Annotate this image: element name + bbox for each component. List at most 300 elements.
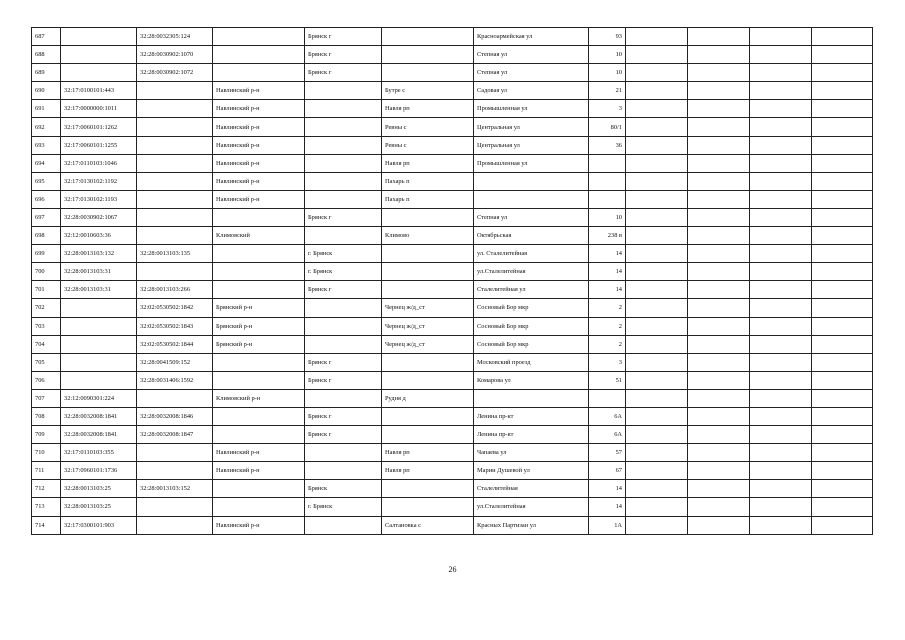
cadastral-number-cell: 32:17:0130102:1193	[61, 190, 137, 208]
city-cell	[305, 118, 382, 136]
empty-cell	[812, 154, 873, 172]
cadastral-number-cell: 32:17:0130102:1192	[61, 172, 137, 190]
table-row	[32, 317, 873, 335]
empty-cell	[750, 299, 812, 317]
street-cell	[474, 389, 589, 407]
street-cell: Марии Душевой ул	[474, 462, 589, 480]
empty-cell	[750, 190, 812, 208]
district-cell: Навлинский р-н	[213, 516, 305, 534]
row-number-cell: 701	[32, 281, 61, 299]
district-cell	[213, 426, 305, 444]
empty-cell	[812, 353, 873, 371]
empty-cell	[626, 426, 688, 444]
locality-cell: Навля рп	[382, 154, 474, 172]
house-number-cell: 93	[589, 28, 626, 46]
district-cell: Навлинский р-н	[213, 100, 305, 118]
empty-cell	[750, 136, 812, 154]
cadastral-number-cell	[61, 353, 137, 371]
table-row	[32, 190, 873, 208]
empty-cell	[812, 227, 873, 245]
district-cell: Климовский р-н	[213, 389, 305, 407]
street-cell: Ленина пр-кт	[474, 407, 589, 425]
empty-cell	[626, 353, 688, 371]
table-row	[32, 480, 873, 498]
empty-cell	[812, 100, 873, 118]
house-number-cell	[589, 389, 626, 407]
empty-cell	[626, 263, 688, 281]
row-number-cell: 694	[32, 154, 61, 172]
empty-cell	[750, 462, 812, 480]
empty-cell	[626, 172, 688, 190]
empty-cell	[750, 28, 812, 46]
empty-cell	[626, 498, 688, 516]
empty-cell	[626, 208, 688, 226]
empty-cell	[750, 407, 812, 425]
empty-cell	[750, 245, 812, 263]
empty-cell	[812, 462, 873, 480]
empty-cell	[750, 389, 812, 407]
cadastral-number-cell: 32:28:0013103:31	[61, 263, 137, 281]
house-number-cell: 1А	[589, 516, 626, 534]
empty-cell	[688, 263, 750, 281]
city-cell	[305, 299, 382, 317]
district-cell	[213, 281, 305, 299]
cadastral-number-cell	[61, 64, 137, 82]
house-number-cell: 14	[589, 263, 626, 281]
empty-cell	[688, 317, 750, 335]
district-cell: Навлинский р-н	[213, 154, 305, 172]
empty-cell	[750, 317, 812, 335]
locality-cell: Климово	[382, 227, 474, 245]
locality-cell	[382, 46, 474, 64]
cadastral-number-cell	[61, 299, 137, 317]
table-row	[32, 335, 873, 353]
row-number-cell: 709	[32, 426, 61, 444]
city-cell: г. Брянск	[305, 498, 382, 516]
cadastral-number-2-cell	[137, 100, 213, 118]
city-cell	[305, 227, 382, 245]
cadastral-number-2-cell	[137, 263, 213, 281]
cadastral-number-2-cell: 32:28:0013103:135	[137, 245, 213, 263]
empty-cell	[812, 172, 873, 190]
street-cell	[474, 172, 589, 190]
cadastral-number-cell	[61, 46, 137, 64]
cadastral-number-cell: 32:12:0010603:36	[61, 227, 137, 245]
empty-cell	[812, 245, 873, 263]
district-cell	[213, 208, 305, 226]
empty-cell	[750, 353, 812, 371]
table-row	[32, 407, 873, 425]
empty-cell	[626, 245, 688, 263]
table-row	[32, 426, 873, 444]
table-row	[32, 353, 873, 371]
empty-cell	[812, 136, 873, 154]
row-number-cell: 706	[32, 371, 61, 389]
table-row	[32, 462, 873, 480]
empty-cell	[626, 335, 688, 353]
district-cell	[213, 498, 305, 516]
cadastral-number-2-cell	[137, 498, 213, 516]
house-number-cell: 67	[589, 462, 626, 480]
empty-cell	[750, 516, 812, 534]
house-number-cell: 14	[589, 498, 626, 516]
empty-cell	[688, 426, 750, 444]
house-number-cell: 6А	[589, 426, 626, 444]
city-cell	[305, 444, 382, 462]
table-row	[32, 208, 873, 226]
locality-cell	[382, 353, 474, 371]
city-cell: Брянск г	[305, 281, 382, 299]
cadastral-number-cell: 32:17:0060101:1255	[61, 136, 137, 154]
district-cell	[213, 480, 305, 498]
street-cell: ул. Сталелитейная	[474, 245, 589, 263]
cadastral-number-2-cell	[137, 136, 213, 154]
row-number-cell: 699	[32, 245, 61, 263]
empty-cell	[626, 299, 688, 317]
row-number-cell: 697	[32, 208, 61, 226]
cadastral-number-cell: 32:17:0960101:1736	[61, 462, 137, 480]
empty-cell	[750, 335, 812, 353]
district-cell: Навлинский р-н	[213, 118, 305, 136]
empty-cell	[812, 208, 873, 226]
city-cell	[305, 389, 382, 407]
empty-cell	[626, 46, 688, 64]
locality-cell	[382, 407, 474, 425]
house-number-cell: 57	[589, 444, 626, 462]
empty-cell	[750, 154, 812, 172]
cadastral-number-2-cell	[137, 462, 213, 480]
empty-cell	[688, 389, 750, 407]
city-cell	[305, 172, 382, 190]
empty-cell	[688, 335, 750, 353]
locality-cell: Рудня д	[382, 389, 474, 407]
city-cell: Брянск г	[305, 208, 382, 226]
empty-cell	[750, 371, 812, 389]
empty-cell	[812, 118, 873, 136]
house-number-cell: 10	[589, 46, 626, 64]
table-row	[32, 100, 873, 118]
empty-cell	[626, 154, 688, 172]
row-number-cell: 700	[32, 263, 61, 281]
locality-cell	[382, 28, 474, 46]
cadastral-number-2-cell	[137, 82, 213, 100]
house-number-cell: 238 в	[589, 227, 626, 245]
empty-cell	[750, 100, 812, 118]
locality-cell	[382, 426, 474, 444]
empty-cell	[688, 172, 750, 190]
empty-cell	[626, 462, 688, 480]
row-number-cell: 696	[32, 190, 61, 208]
row-number-cell: 688	[32, 46, 61, 64]
district-cell	[213, 353, 305, 371]
district-cell: Навлинский р-н	[213, 136, 305, 154]
empty-cell	[688, 28, 750, 46]
empty-cell	[688, 299, 750, 317]
street-cell: Октябрьская	[474, 227, 589, 245]
district-cell: Брянский р-н	[213, 299, 305, 317]
house-number-cell: 2	[589, 335, 626, 353]
street-cell: Красных Партизан ул	[474, 516, 589, 534]
empty-cell	[750, 172, 812, 190]
locality-cell	[382, 281, 474, 299]
empty-cell	[812, 281, 873, 299]
registry-table-body	[32, 28, 873, 535]
table-row	[32, 28, 873, 46]
city-cell: Брянск г	[305, 371, 382, 389]
cadastral-number-2-cell: 32:02:0530502:1843	[137, 317, 213, 335]
empty-cell	[626, 82, 688, 100]
empty-cell	[626, 136, 688, 154]
locality-cell: Салтановка с	[382, 516, 474, 534]
city-cell: Брянск	[305, 480, 382, 498]
cadastral-number-cell: 32:28:0013103:31	[61, 281, 137, 299]
locality-cell: Пахарь п	[382, 190, 474, 208]
locality-cell: Навля рп	[382, 462, 474, 480]
street-cell: Чапаева ул	[474, 444, 589, 462]
locality-cell: Ревны с	[382, 136, 474, 154]
street-cell: Сосновый Бор мкр	[474, 299, 589, 317]
empty-cell	[626, 371, 688, 389]
cadastral-number-2-cell: 32:28:0031406:1592	[137, 371, 213, 389]
cadastral-number-2-cell	[137, 154, 213, 172]
street-cell: Центральная ул	[474, 136, 589, 154]
locality-cell: Чернец ж/д_ст	[382, 299, 474, 317]
empty-cell	[688, 154, 750, 172]
empty-cell	[812, 28, 873, 46]
empty-cell	[812, 64, 873, 82]
cadastral-number-2-cell: 32:28:0032008:1847	[137, 426, 213, 444]
locality-cell	[382, 263, 474, 281]
city-cell	[305, 154, 382, 172]
locality-cell: Бутре с	[382, 82, 474, 100]
cadastral-number-cell: 32:17:0060101:1262	[61, 118, 137, 136]
street-cell: ул.Сталелитейная	[474, 498, 589, 516]
locality-cell: Чернец ж/д_ст	[382, 335, 474, 353]
district-cell: Брянский р-н	[213, 335, 305, 353]
city-cell	[305, 100, 382, 118]
empty-cell	[688, 136, 750, 154]
empty-cell	[750, 82, 812, 100]
district-cell: Навлинский р-н	[213, 82, 305, 100]
empty-cell	[812, 371, 873, 389]
city-cell	[305, 516, 382, 534]
empty-cell	[626, 64, 688, 82]
locality-cell: Навля рп	[382, 100, 474, 118]
empty-cell	[688, 444, 750, 462]
empty-cell	[812, 407, 873, 425]
street-cell: Сталелитейная	[474, 480, 589, 498]
district-cell: Навлинский р-н	[213, 462, 305, 480]
house-number-cell: 21	[589, 82, 626, 100]
locality-cell: Навля рп	[382, 444, 474, 462]
row-number-cell: 713	[32, 498, 61, 516]
street-cell: Ленина пр-кт	[474, 426, 589, 444]
city-cell: г. Брянск	[305, 245, 382, 263]
house-number-cell: 14	[589, 480, 626, 498]
street-cell: Степная ул	[474, 64, 589, 82]
empty-cell	[750, 444, 812, 462]
cadastral-number-2-cell: 32:28:0030902:1070	[137, 46, 213, 64]
cadastral-number-cell: 32:28:0013103:132	[61, 245, 137, 263]
house-number-cell: 51	[589, 371, 626, 389]
cadastral-number-cell: 32:28:0013103:25	[61, 498, 137, 516]
cadastral-number-2-cell	[137, 227, 213, 245]
empty-cell	[626, 389, 688, 407]
street-cell: Сталелитейная ул	[474, 281, 589, 299]
empty-cell	[812, 263, 873, 281]
empty-cell	[750, 498, 812, 516]
city-cell	[305, 335, 382, 353]
table-row	[32, 64, 873, 82]
empty-cell	[626, 28, 688, 46]
cadastral-number-cell	[61, 28, 137, 46]
locality-cell	[382, 371, 474, 389]
street-cell: Сосновый Бор мкр	[474, 335, 589, 353]
empty-cell	[626, 227, 688, 245]
table-row	[32, 263, 873, 281]
city-cell: Брянск г	[305, 64, 382, 82]
cadastral-number-2-cell	[137, 389, 213, 407]
city-cell	[305, 317, 382, 335]
empty-cell	[688, 190, 750, 208]
cadastral-number-2-cell: 32:02:0530502:1842	[137, 299, 213, 317]
row-number-cell: 712	[32, 480, 61, 498]
empty-cell	[688, 46, 750, 64]
cadastral-number-2-cell: 32:28:0032008:1846	[137, 407, 213, 425]
city-cell: г. Брянск	[305, 263, 382, 281]
cadastral-number-cell	[61, 371, 137, 389]
city-cell	[305, 190, 382, 208]
table-row	[32, 172, 873, 190]
locality-cell: Пахарь п	[382, 172, 474, 190]
cadastral-number-2-cell: 32:28:0032305:124	[137, 28, 213, 46]
cadastral-number-cell: 32:17:0000000:1011	[61, 100, 137, 118]
house-number-cell: 6А	[589, 407, 626, 425]
table-row	[32, 444, 873, 462]
city-cell: Брянск г	[305, 426, 382, 444]
cadastral-number-cell	[61, 317, 137, 335]
table-row	[32, 281, 873, 299]
city-cell	[305, 82, 382, 100]
table-row	[32, 154, 873, 172]
district-cell: Брянский р-н	[213, 317, 305, 335]
cadastral-number-cell: 32:12:0090301:224	[61, 389, 137, 407]
empty-cell	[688, 353, 750, 371]
district-cell: Навлинский р-н	[213, 172, 305, 190]
locality-cell	[382, 245, 474, 263]
cadastral-number-2-cell	[137, 118, 213, 136]
empty-cell	[750, 46, 812, 64]
house-number-cell: 10	[589, 208, 626, 226]
empty-cell	[812, 190, 873, 208]
district-cell	[213, 407, 305, 425]
city-cell: Брянск г	[305, 407, 382, 425]
empty-cell	[626, 281, 688, 299]
cadastral-number-cell: 32:28:0013103:25	[61, 480, 137, 498]
empty-cell	[812, 516, 873, 534]
city-cell	[305, 462, 382, 480]
street-cell: Степная ул	[474, 208, 589, 226]
house-number-cell: 14	[589, 281, 626, 299]
cadastral-number-cell: 32:28:0032008:1841	[61, 407, 137, 425]
empty-cell	[626, 516, 688, 534]
city-cell: Брянск г	[305, 46, 382, 64]
district-cell	[213, 245, 305, 263]
district-cell	[213, 64, 305, 82]
cadastral-number-cell: 32:17:0100101:443	[61, 82, 137, 100]
row-number-cell: 714	[32, 516, 61, 534]
registry-table	[31, 27, 873, 535]
table-row	[32, 82, 873, 100]
table-row	[32, 118, 873, 136]
cadastral-number-2-cell: 32:02:0530502:1844	[137, 335, 213, 353]
street-cell: Красноармейская ул	[474, 28, 589, 46]
table-row	[32, 516, 873, 534]
empty-cell	[688, 227, 750, 245]
district-cell: Климовский	[213, 227, 305, 245]
empty-cell	[812, 299, 873, 317]
street-cell: Сосновый Бор мкр	[474, 317, 589, 335]
row-number-cell: 689	[32, 64, 61, 82]
cadastral-number-2-cell	[137, 516, 213, 534]
cadastral-number-2-cell: 32:28:0030902:1072	[137, 64, 213, 82]
cadastral-number-2-cell: 32:28:0013103:266	[137, 281, 213, 299]
house-number-cell	[589, 190, 626, 208]
empty-cell	[688, 371, 750, 389]
row-number-cell: 695	[32, 172, 61, 190]
cadastral-number-cell: 32:17:0110103:355	[61, 444, 137, 462]
table-row	[32, 498, 873, 516]
row-number-cell: 710	[32, 444, 61, 462]
street-cell: Промышленная ул	[474, 100, 589, 118]
district-cell	[213, 263, 305, 281]
empty-cell	[688, 498, 750, 516]
empty-cell	[688, 208, 750, 226]
locality-cell: Ревны с	[382, 118, 474, 136]
house-number-cell: 2	[589, 317, 626, 335]
empty-cell	[626, 118, 688, 136]
empty-cell	[750, 208, 812, 226]
empty-cell	[688, 245, 750, 263]
row-number-cell: 691	[32, 100, 61, 118]
empty-cell	[688, 118, 750, 136]
empty-cell	[688, 462, 750, 480]
empty-cell	[750, 426, 812, 444]
house-number-cell	[589, 172, 626, 190]
cadastral-number-2-cell	[137, 208, 213, 226]
empty-cell	[812, 444, 873, 462]
table-row	[32, 46, 873, 64]
empty-cell	[812, 335, 873, 353]
street-cell: Садовая ул	[474, 82, 589, 100]
empty-cell	[812, 46, 873, 64]
row-number-cell: 690	[32, 82, 61, 100]
house-number-cell: 80/1	[589, 118, 626, 136]
locality-cell	[382, 480, 474, 498]
cadastral-number-2-cell	[137, 190, 213, 208]
cadastral-number-2-cell: 32:28:0013103:152	[137, 480, 213, 498]
house-number-cell: 3	[589, 100, 626, 118]
table-row	[32, 371, 873, 389]
table-row	[32, 245, 873, 263]
row-number-cell: 702	[32, 299, 61, 317]
district-cell: Навлинский р-н	[213, 190, 305, 208]
empty-cell	[812, 480, 873, 498]
empty-cell	[688, 281, 750, 299]
table-row	[32, 299, 873, 317]
empty-cell	[626, 444, 688, 462]
row-number-cell: 708	[32, 407, 61, 425]
